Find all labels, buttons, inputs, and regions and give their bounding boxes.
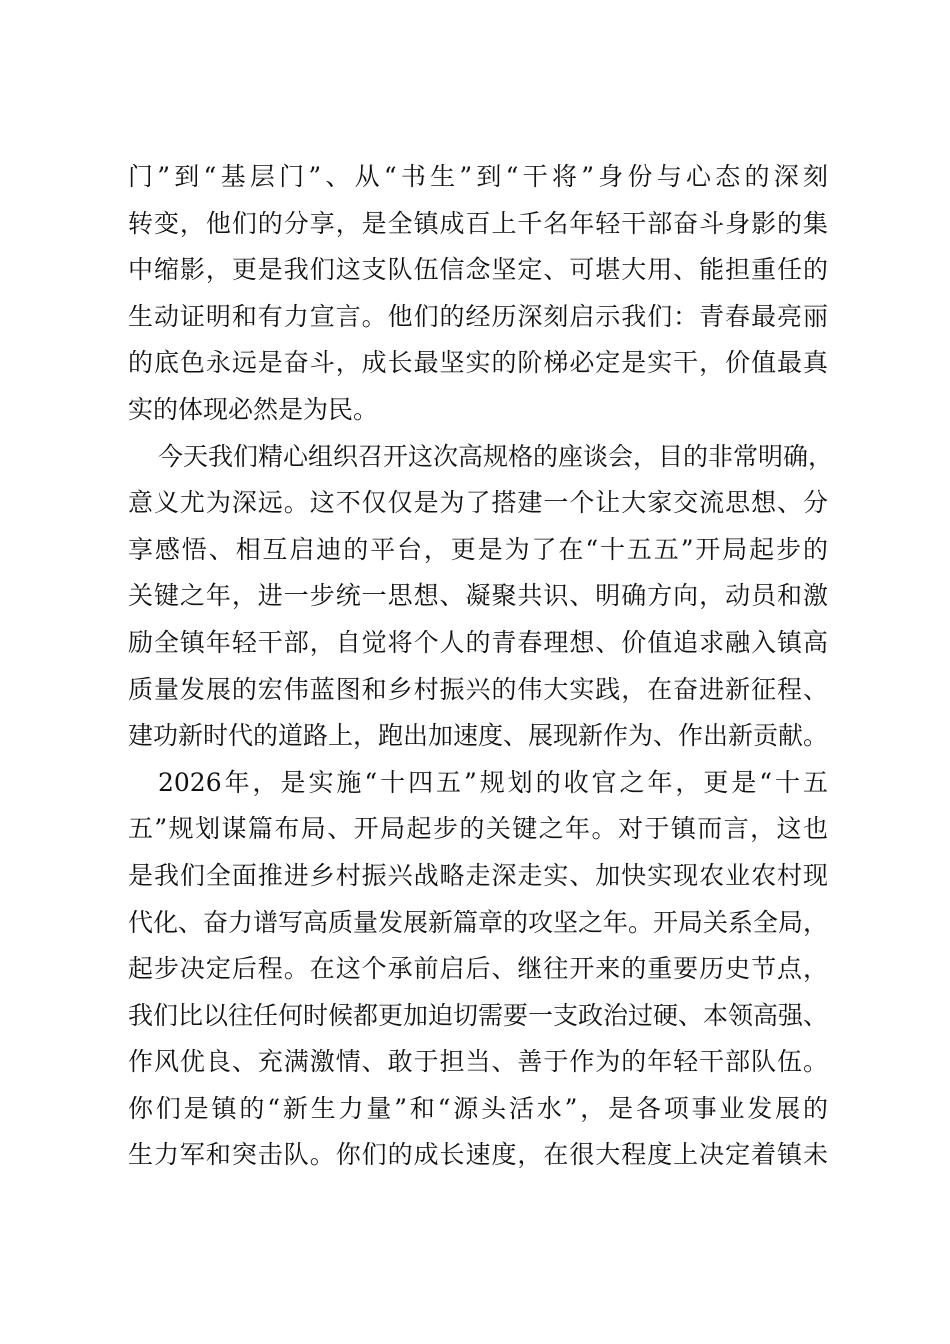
text-line: 生力军和突击队。你们的成长速度，在很大程度上决定着镇未	[128, 1140, 828, 1170]
text-line: 五”规划谋篇布局、开局起步的关键之年。对于镇而言，这也	[128, 814, 828, 844]
text-line: 今天我们精心组织召开这次高规格的座谈会，目的非常明确，	[158, 441, 834, 471]
paragraph-3	[128, 760, 828, 1179]
paragraph-2	[128, 434, 834, 760]
text-line: 意义尤为深远。这不仅仅是为了搭建一个让大家交流思想、分	[128, 488, 828, 518]
text-line: 是我们全面推进乡村振兴战略走深走实、加快实现农业农村现	[128, 860, 828, 890]
text-line: 我们比以往任何时候都更加迫切需要一支政治过硬、本领高强、	[128, 1000, 829, 1030]
text-line: 生动证明和有力宣言。他们的经历深刻启示我们：青春最亮丽	[128, 301, 828, 331]
body-text	[128, 154, 834, 1179]
text-line: 的底色永远是奋斗，成长最坚实的阶梯必定是实干，价值最真	[128, 348, 828, 378]
text-line: 中缩影，更是我们这支队伍信念坚定、可堪大用、能担重任的	[128, 255, 828, 285]
text-line: 起步决定后程。在这个承前启后、继往开来的重要历史节点，	[128, 954, 828, 984]
paragraph-1	[128, 154, 828, 434]
text-line: 建功新时代的道路上，跑出加速度、展现新作为、作出新贡献。	[128, 721, 829, 751]
text-line: 转变，他们的分享，是全镇成百上千名年轻干部奋斗身影的集	[128, 208, 828, 238]
text-line: 励全镇年轻干部，自觉将个人的青春理想、价值追求融入镇高	[128, 627, 828, 657]
text-line: 享感悟、相互启迪的平台，更是为了在“十五五”开局起步的	[128, 534, 828, 564]
text-line: 实的体现必然是为民。	[128, 394, 379, 424]
text-line: 2026年，是实施“十四五”规划的收官之年，更是“十五	[158, 767, 828, 797]
text-line: 代化、奋力谱写高质量发展新篇章的攻坚之年。开局关系全局，	[128, 907, 829, 937]
text-line: 质量发展的宏伟蓝图和乡村振兴的伟大实践，在奋进新征程、	[128, 674, 828, 704]
text-line: 你们是镇的“新生力量”和“源头活水”，是各项事业发展的	[128, 1093, 828, 1123]
text-line: 门”到“基层门”、从“书生”到“干将”身份与心态的深刻	[128, 162, 828, 191]
text-line: 作风优良、充满激情、敢于担当、善于作为的年轻干部队伍。	[128, 1047, 828, 1077]
text-line: 关键之年，进一步统一思想、凝聚共识、明确方向，动员和激	[128, 581, 828, 611]
